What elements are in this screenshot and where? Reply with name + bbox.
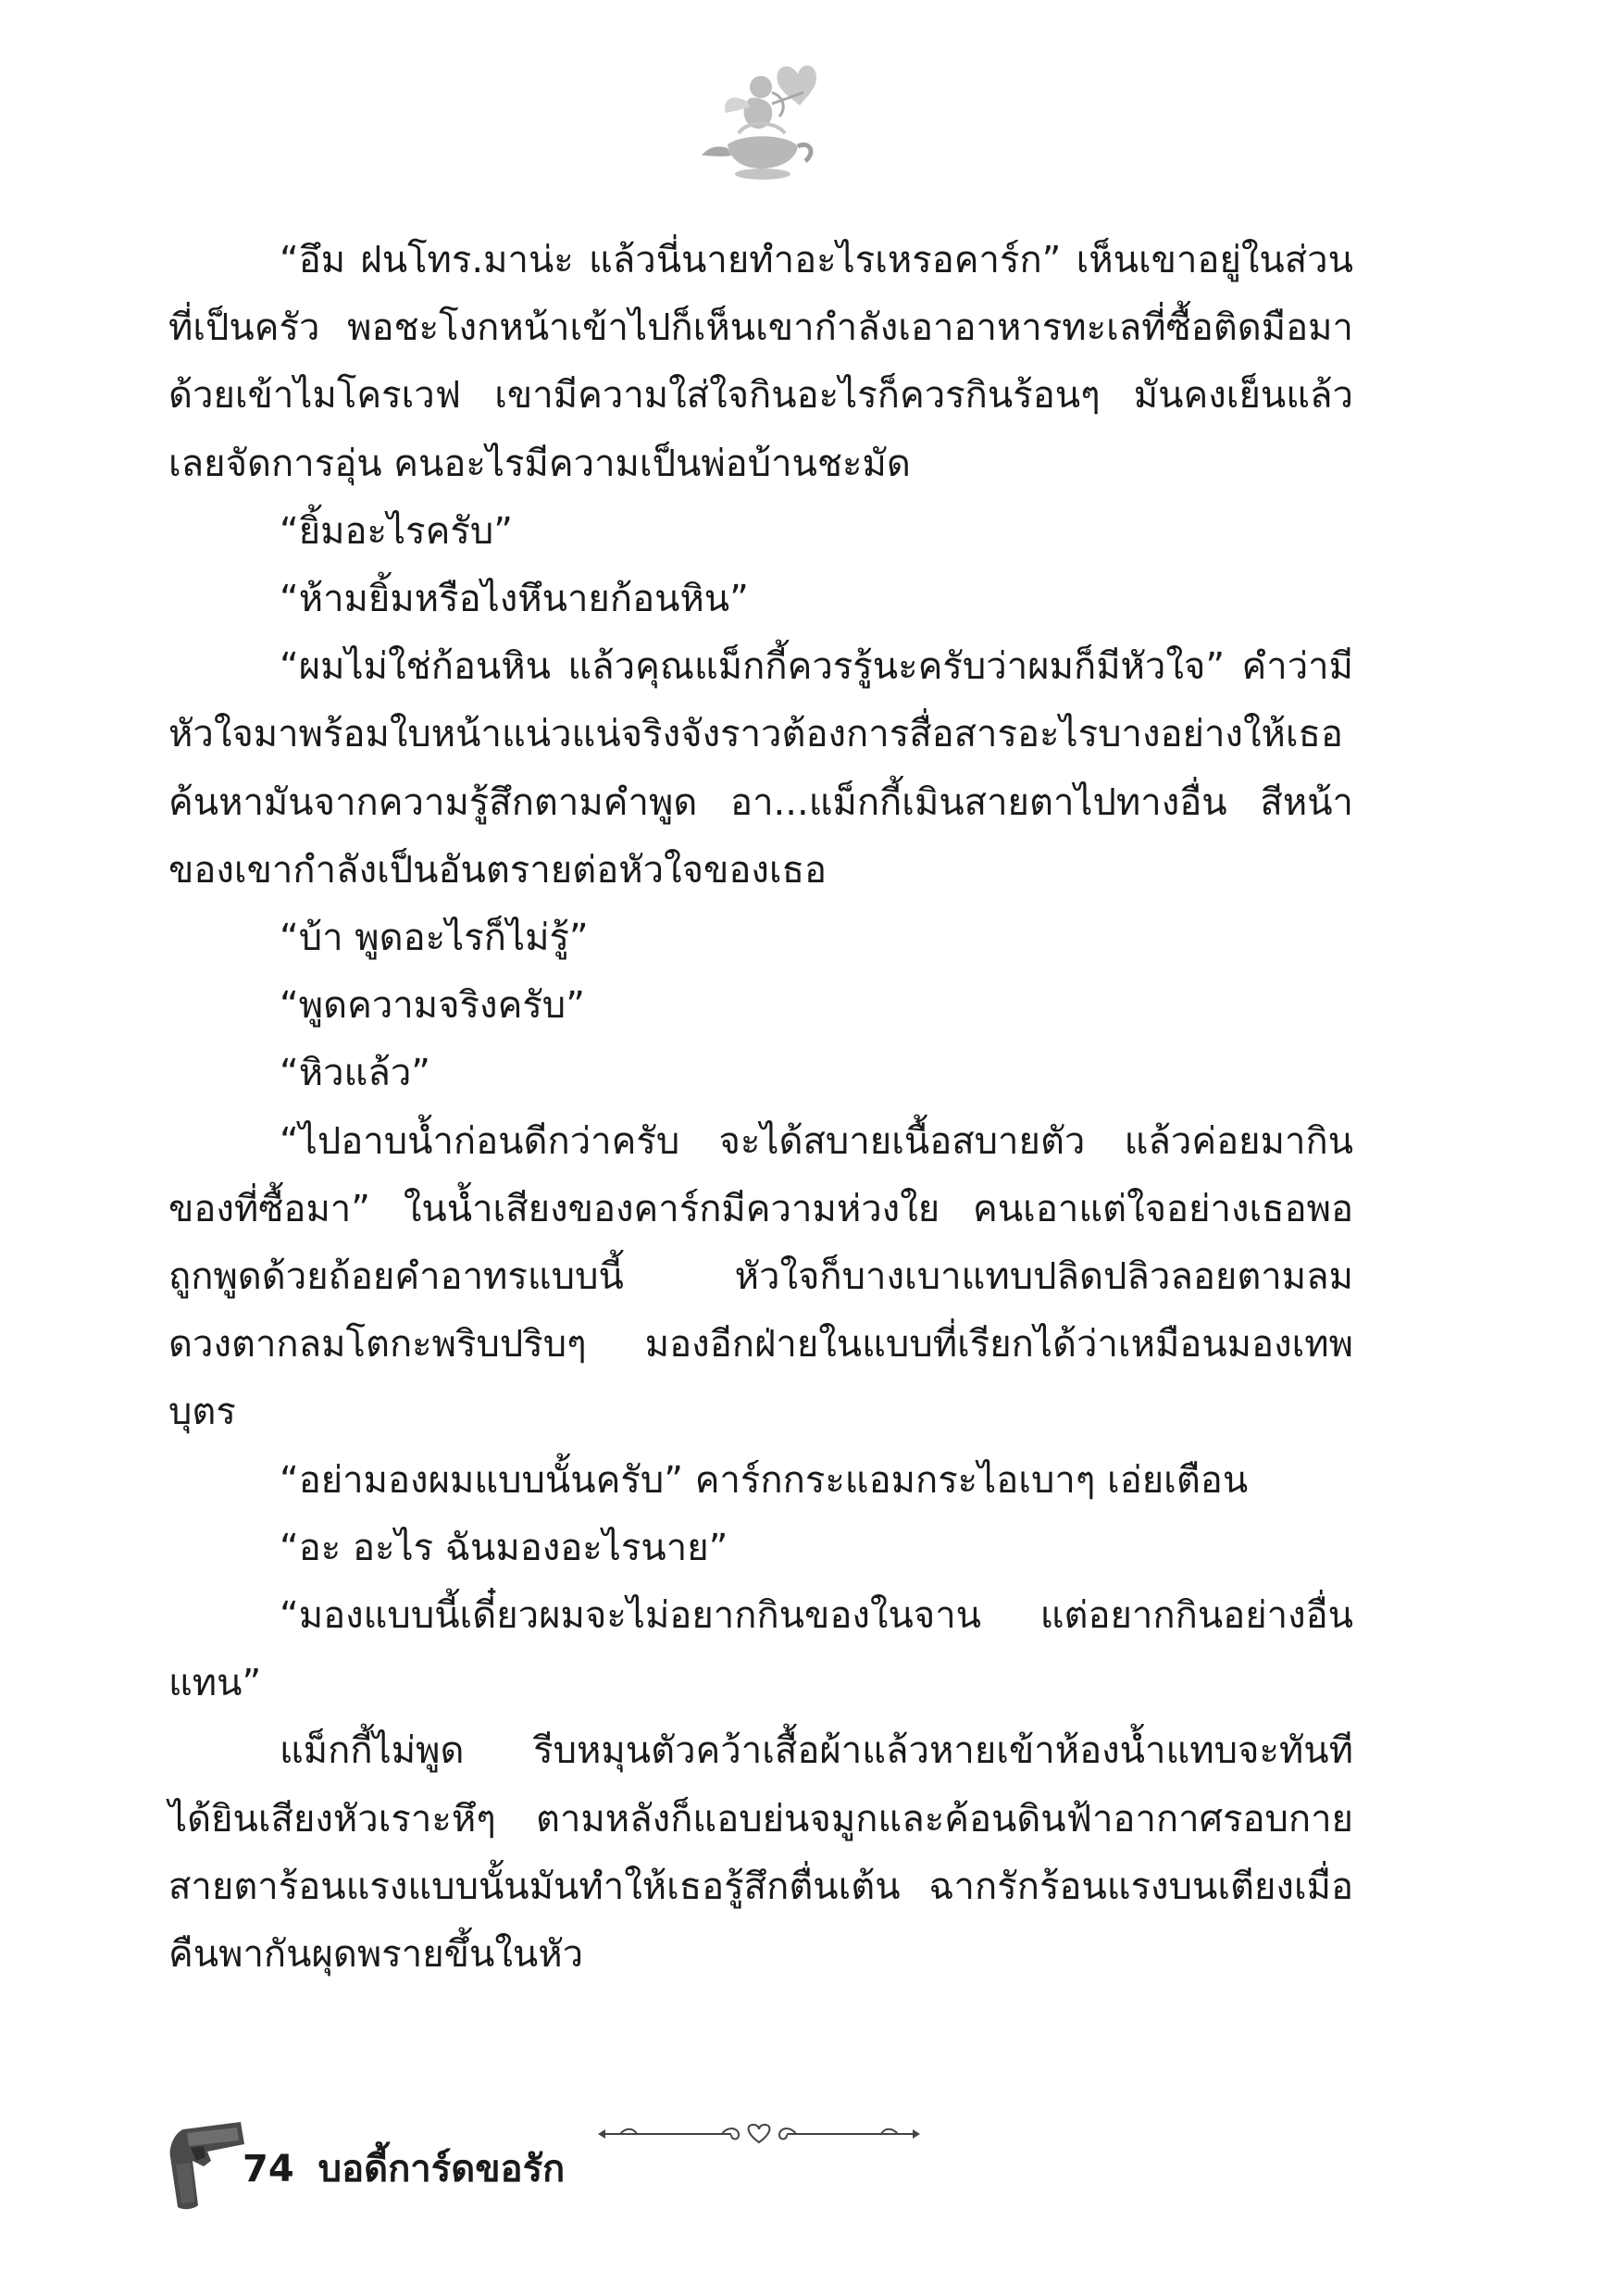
paragraph: “อะ อะไร ฉันมองอะไรนาย”: [280, 1526, 728, 1569]
book-title: บอดี้การ์ดขอรัก: [317, 2148, 566, 2190]
paragraph: “อย่ามองผมแบบนั้นครับ” คาร์กกระแอมกระไอเบาๆ เอ่ยเตือน: [280, 1458, 1249, 1502]
paragraph: “หิวแล้ว”: [280, 1052, 431, 1095]
paragraph: “อึม ฝนโทร.มาน่ะ แล้วนี่นายทำอะไรเหรอคาร์ก” เห็นเขาอยู่ในส่วนที่เป็นครัว พอชะโงกหน้าเข้าไปก็เห็นเขากำลังเอาอาหารทะเลที่ซื้อติดมือมาด้วยเข้าไมโครเวฟ เขามีความใส่ใจกินอะไรก็ควรกินร้อนๆ มันคงเย็นแล้วเลยจัดการอุ่น คนอะไรมีความเป็นพ่อบ้านชะมัด: [168, 239, 1353, 485]
paragraph: แม็กกี้ไม่พูด รีบหมุนตัวคว้าเสื้อผ้าแล้วหายเข้าห้องน้ำแทบจะทันที ได้ยินเสียงหัวเราะหึๆ ตามหลังก็แอบย่นจมูกและค้อนดินฟ้าอากาศรอบกาย สายตาร้อนแรงแบบนั้นมันทำให้เธอรู้สึกตื่นเต้น ฉากรักร้อนแรงบนเตียงเมื่อคืนพากันผุดพรายขึ้นในหัว: [168, 1729, 1353, 1977]
page-number: 74: [243, 2148, 294, 2190]
paragraph: “พูดความจริงครับ”: [280, 984, 585, 1028]
paragraph: “มองแบบนี้เดี๋ยวผมจะไม่อยากกินของในจาน แต่อยากกินอย่างอื่นแทน”: [168, 1594, 1353, 1705]
heart-flourish-divider-icon: [592, 2120, 926, 2148]
pistol-icon: [167, 2120, 250, 2213]
paragraph: “ไปอาบน้ำก่อนดีกว่าครับ จะได้สบายเนื้อสบายตัว แล้วค่อยมากินของที่ซื้อมา” ในน้ำเสียงของคาร์กมีความห่วงใย คนเอาแต่ใจอย่างเธอพอถูกพูดด้วยถ้อยคำอาทรแบบนี้ หัวใจก็บางเบาแทบปลิดปลิวลอยตามลม ดวงตากลมโตกะพริบปริบๆ มองอีกฝ่ายในแบบที่เรียกได้ว่าเหมือนมองเทพบุตร: [168, 1119, 1353, 1434]
chapter-body-text: [168, 227, 1353, 1989]
paragraph: “ยิ้มอะไรครับ”: [280, 509, 513, 553]
page-footer: [243, 2143, 565, 2195]
paragraph: “ห้ามยิ้มหรือไงหึนายก้อนหิน”: [280, 578, 749, 621]
paragraph: “บ้า พูดอะไรก็ไม่รู้”: [280, 917, 589, 960]
paragraph: “ผมไม่ใช่ก้อนหิน แล้วคุณแม็กกี้ควรรู้นะครับว่าผมก็มีหัวใจ” คำว่ามีหัวใจมาพร้อมใบหน้าแน่วแน่จริงจังราวต้องการสื่อสารอะไรบางอย่างให้เธอค้นหามันจากความรู้สึกตามคำพูด อา...แม็กกี้เมินสายตาไปทางอื่น สีหน้าของเขากำลังเป็นอันตรายต่อหัวใจของเธอ: [168, 645, 1353, 892]
cupid-teapot-ornament-icon: [694, 56, 833, 194]
